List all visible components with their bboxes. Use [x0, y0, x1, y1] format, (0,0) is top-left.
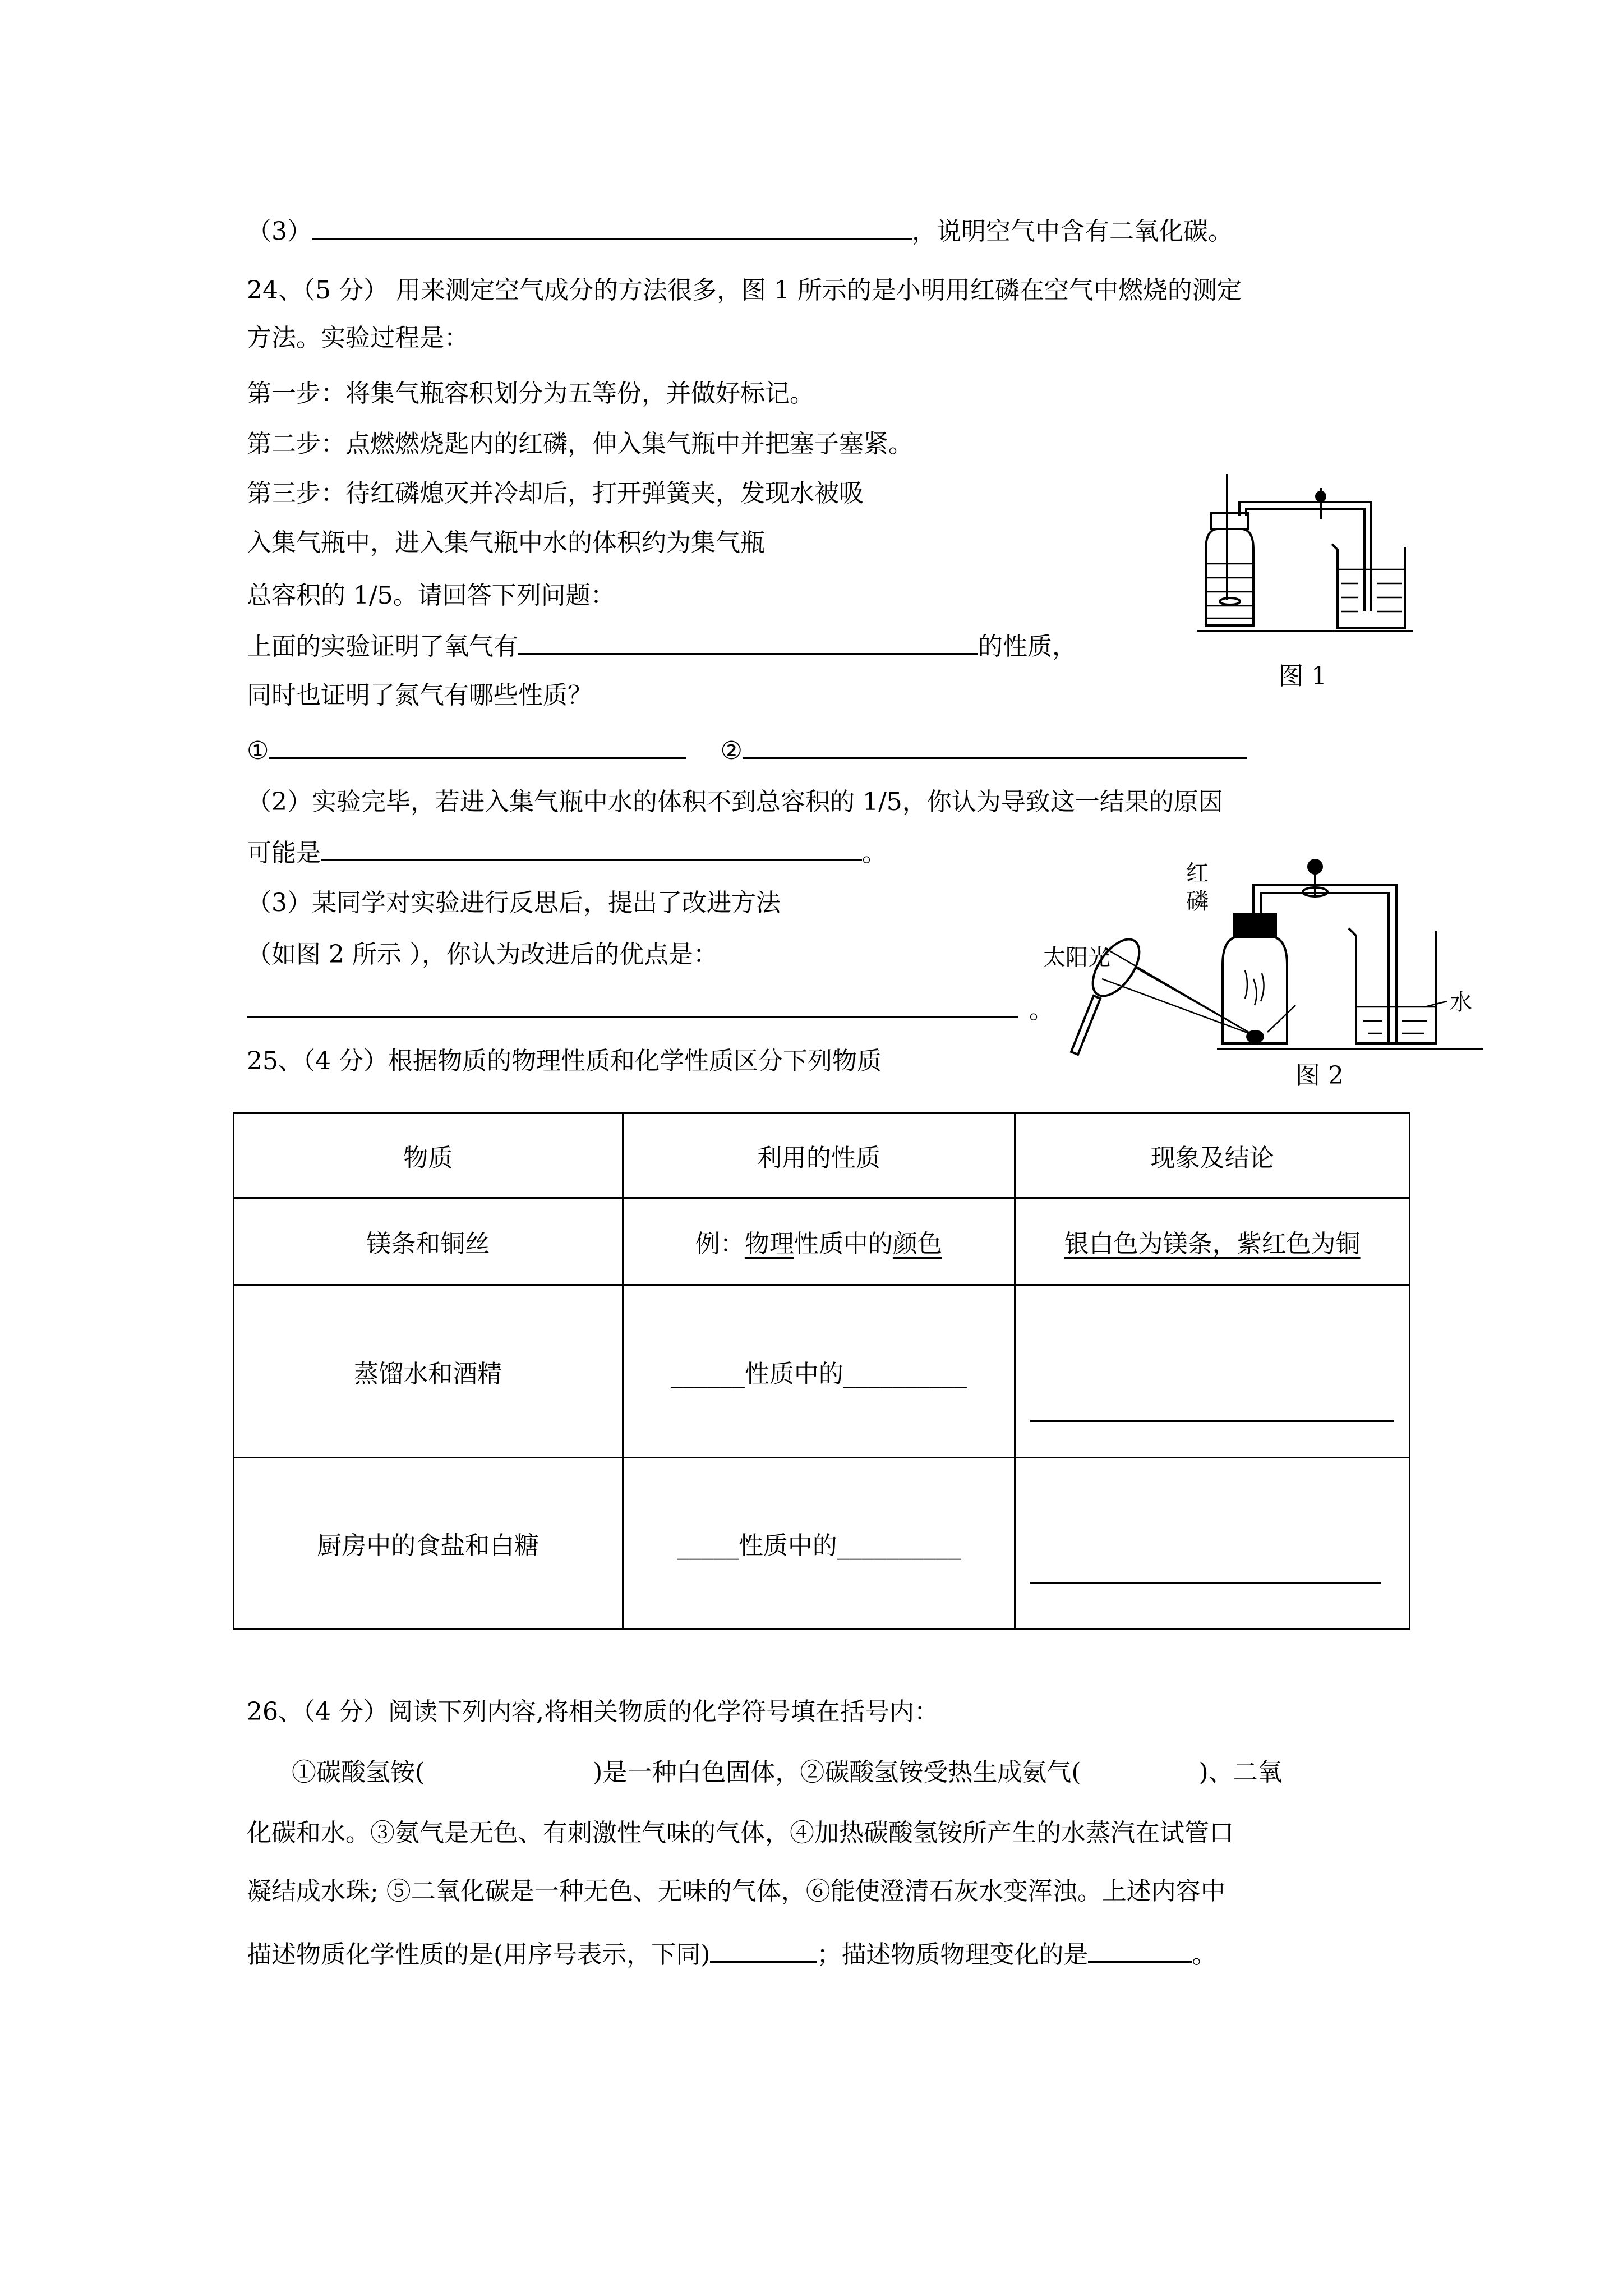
- fig2-beaker: [1349, 928, 1436, 1043]
- q24-header-cont: 方法。实验过程是：: [247, 324, 469, 352]
- q23-part3-suffix: ，说明空气中含有二氧化碳。: [912, 217, 1233, 246]
- q24-step1: 第一步：将集气瓶容积划分为五等份，并做好标记。: [247, 379, 814, 408]
- q24-step2: 第二步：点燃燃烧匙内的红磷，伸入集气瓶中并把塞子塞紧。: [247, 430, 913, 458]
- q24-q2-suffix: 。: [862, 839, 887, 867]
- table-row: [234, 1458, 1410, 1629]
- row3-substance: 厨房中的食盐和白糖: [234, 1458, 623, 1629]
- fig1-stopper: [1211, 513, 1248, 529]
- q26-line2: 化碳和水。③氨气是无色、有刺激性气味的气体，④加热碳酸氢铵所产生的水蒸汽在试管口: [247, 1819, 1234, 1847]
- q26-physical-change-blank[interactable]: [1088, 1936, 1192, 1963]
- fig2-label-sun: 太阳光: [1043, 945, 1110, 970]
- q24-question2: （2）实验完毕，若进入集气瓶中水的体积不到总容积的 1/5，你认为导致这一结果的原因: [247, 788, 1223, 816]
- row3-property-blank-a[interactable]: _____: [676, 1531, 739, 1560]
- table-header-row: [234, 1113, 1410, 1198]
- q24-question1: [247, 628, 1077, 664]
- q23-part3-answer-blank[interactable]: [312, 213, 912, 240]
- row2-property-blank-b[interactable]: __________: [843, 1359, 967, 1388]
- row1-conclusion: [1015, 1198, 1410, 1285]
- q24-oxygen-property-blank[interactable]: [518, 628, 978, 655]
- q26-line4: [247, 1936, 1216, 1972]
- q24-q1-prefix: 上面的实验证明了氧气有: [247, 632, 518, 661]
- q24-question3: （3）某同学对实验进行反思后，提出了改进方法: [247, 889, 781, 917]
- figure-1-apparatus: [1195, 471, 1430, 639]
- row1-property-mid: 性质中的: [794, 1230, 893, 1258]
- row3-conclusion[interactable]: [1015, 1458, 1410, 1629]
- q24-reason-blank[interactable]: [321, 835, 862, 861]
- row2-property[interactable]: [623, 1285, 1015, 1458]
- q26-line3: 凝结成水珠; ⑤二氧化碳是一种无色、无味的气体，⑥能使澄清石灰水变浑浊。上述内容中: [247, 1877, 1225, 1906]
- q26-line4-a: 描述物质化学性质的是(用序号表示，下同): [247, 1940, 711, 1969]
- q24-circle-2: ②: [720, 737, 743, 765]
- row2-substance: 蒸馏水和酒精: [234, 1285, 623, 1458]
- q26-line4-c: 。: [1192, 1940, 1217, 1969]
- q24-header: 24、（5 分） 用来测定空气成分的方法很多，图 1 所示的是小明用红磷在空气中燃烧的测定: [247, 276, 1242, 305]
- table-row: [234, 1198, 1410, 1285]
- fig1-tube: [1239, 502, 1371, 611]
- figure-1-caption: 图 1: [1279, 662, 1327, 691]
- q26-chemical-property-blank[interactable]: [710, 1936, 817, 1963]
- row1-property-feature: 颜色: [892, 1230, 942, 1258]
- q24-question1-nitrogen: 同时也证明了氮气有哪些性质？: [247, 681, 592, 710]
- q24-question2-cont: [247, 835, 887, 870]
- figure-2-apparatus: [1032, 858, 1514, 1066]
- q24-q1-suffix: 的性质，: [978, 632, 1077, 661]
- table-header-substance: 物质: [234, 1113, 623, 1198]
- q26-line1-b: )是一种白色固体，②碳酸氢铵受热生成氨气(: [593, 1758, 1081, 1787]
- q23-part3-prefix: （3）: [247, 217, 312, 246]
- q26-line4-b: ；描述物质物理变化的是: [817, 1940, 1089, 1969]
- fig1-spoon: [1220, 598, 1240, 605]
- q24-question3-answer: [247, 992, 1054, 1027]
- q26-line1-c: )、二氧: [1198, 1758, 1283, 1787]
- fig1-beaker: [1332, 544, 1405, 628]
- q24-q3-end: 。: [1029, 996, 1054, 1024]
- q25-property-table: [233, 1112, 1410, 1630]
- fig2-magnifier-handle: [1071, 996, 1100, 1055]
- fig2-label-water: 水: [1450, 990, 1472, 1015]
- fig2-stopper: [1234, 914, 1276, 936]
- row1-example-prefix: 例：: [695, 1230, 745, 1258]
- q24-step3-line2: 入集气瓶中，进入集气瓶中水的体积约为集气瓶: [247, 528, 765, 557]
- q24-advantage-blank[interactable]: [247, 992, 1018, 1018]
- q24-step3-line1: 第三步：待红磷熄灭并冷却后，打开弹簧夹，发现水被吸: [247, 479, 864, 508]
- row3-property-mid: 性质中的: [738, 1531, 837, 1560]
- q23-part3: [247, 213, 1233, 249]
- row3-property-blank-b[interactable]: __________: [837, 1531, 961, 1560]
- q26-header: 26、（4 分）阅读下列内容,将相关物质的化学符号填在括号内：: [247, 1697, 939, 1726]
- row3-property[interactable]: [623, 1458, 1015, 1629]
- fig2-label-red-2: 磷: [1186, 889, 1209, 914]
- q24-question3-cont: （如图 2 所示 ），你认为改进后的优点是：: [247, 940, 718, 969]
- row1-property-type: 物理: [744, 1230, 794, 1258]
- table-row: [234, 1285, 1410, 1458]
- q25-header: 25、（4 分）根据物质的物理性质和化学性质区分下列物质: [247, 1047, 882, 1075]
- row1-conclusion-text: 银白色为镁条，紫红色为铜: [1064, 1230, 1361, 1258]
- fig2-label-red-1: 红: [1186, 861, 1209, 886]
- row3-conclusion-blank[interactable]: [1030, 1582, 1381, 1584]
- row2-conclusion-blank[interactable]: [1030, 1420, 1394, 1422]
- q26-line1-a: ①碳酸氢铵(: [292, 1758, 425, 1787]
- q24-nitrogen-blank-2[interactable]: [743, 733, 1247, 759]
- q24-step3-line3: 总容积的 1/5。请回答下列问题：: [247, 581, 615, 610]
- figure-2-caption: 图 2: [1295, 1061, 1344, 1090]
- table-header-conclusion: 现象及结论: [1015, 1113, 1410, 1198]
- row1-property: [623, 1198, 1015, 1285]
- q24-nitrogen-blank-1[interactable]: [269, 733, 686, 759]
- q24-nitrogen-answers: [247, 733, 1247, 768]
- q26-line1: [292, 1756, 1283, 1789]
- row1-substance: 镁条和铜丝: [234, 1198, 623, 1285]
- q24-circle-1: ①: [247, 737, 269, 765]
- table-header-property: 利用的性质: [623, 1113, 1015, 1198]
- row2-property-blank-a[interactable]: ______: [670, 1359, 745, 1388]
- q24-q2-prefix: 可能是: [247, 839, 321, 867]
- row2-property-mid: 性质中的: [744, 1359, 843, 1388]
- row2-conclusion[interactable]: [1015, 1285, 1410, 1458]
